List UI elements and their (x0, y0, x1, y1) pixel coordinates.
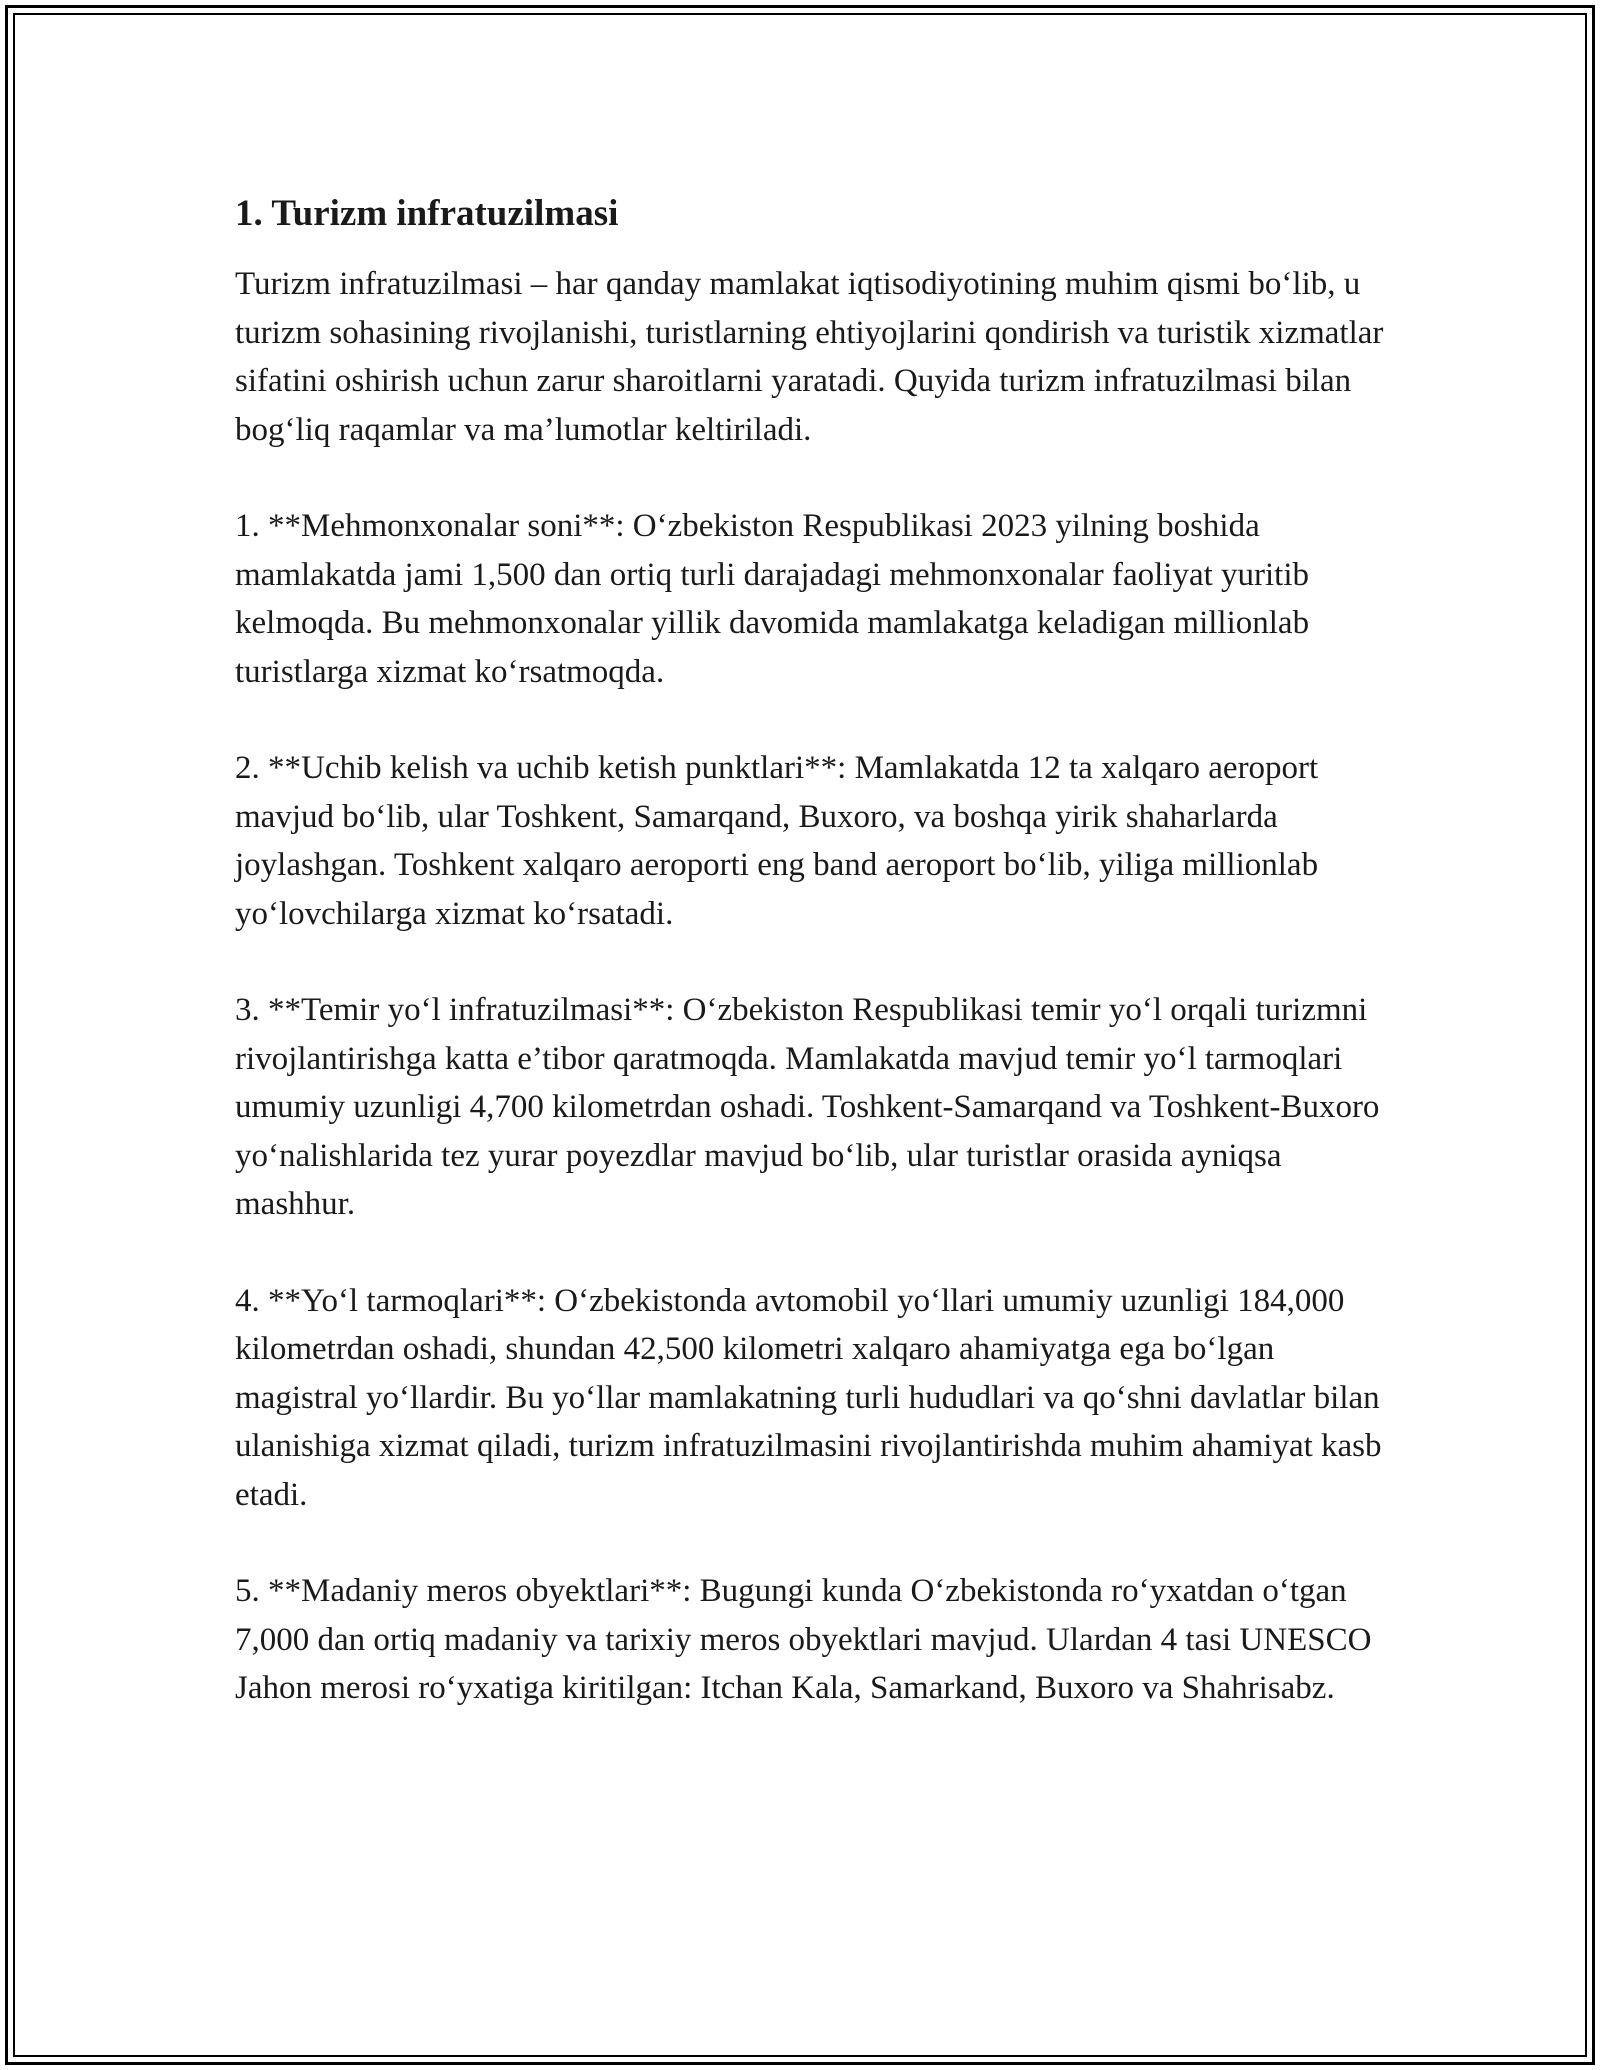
intro-paragraph: Turizm infratuzilmasi – har qanday mamlakat iqtisodiyotining muhim qismi bo‘lib, u turizm sohasining rivojlanishi, turistlarning ehtiyojlarini qondirish va turistik xizmatlar sifatini oshirish uchun zarur sharoitlarni yaratadi. Quyida turizm infratuzilmasi bilan bog‘liq raqamlar va ma’lumotlar keltiriladi. (235, 266, 1384, 448)
document-body (235, 190, 1385, 1761)
list-item-roads: 4. **Yo‘l tarmoqlari**: O‘zbekistonda avtomobil yo‘llari umumiy uzunligi 184,000 kilometrdan oshadi, shundan 42,500 kilometri xalqaro ahamiyatga ega bo‘lgan magistral yo‘llardir. Bu yo‘llar mamlakatning turli hududlari va qo‘shni davlatlar bilan ulanishiga xizmat qiladi, turizm infratuzilmasini rivojlantirishda muhim ahamiyat kasb etadi. (235, 1282, 1382, 1513)
section-heading: 1. Turizm infratuzilmasi (235, 193, 619, 234)
list-item-railway: 3. **Temir yo‘l infratuzilmasi**: O‘zbekiston Respublikasi temir yo‘l orqali turizmni rivojlantirishga katta e’tibor qaratmoqda. Mamlakatda mavjud temir yo‘l tarmoqlari umumiy uzunligi 4,700 kilometrdan oshadi. Toshkent-Samarqand va Toshkent-Buxoro yo‘nalishlarida tez yurar poyezdlar mavjud bo‘lib, ular turistlar orasida ayniqsa mashhur. (235, 992, 1380, 1222)
list-item-heritage: 5. **Madaniy meros obyektlari**: Bugungi kunda O‘zbekistonda ro‘yxatdan o‘tgan 7,000 dan ortiq madaniy va tarixiy meros obyektlari mavjud. Ulardan 4 tasi UNESCO Jahon merosi ro‘yxatiga kiritilgan: Itchan Kala, Samarkand, Buxoro va Shahrisabz. (235, 1573, 1372, 1706)
list-item-airports: 2. **Uchib kelish va uchib ketish punktlari**: Mamlakatda 12 ta xalqaro aeroport mavjud bo‘lib, ular Toshkent, Samarqand, Buxoro, va boshqa yirik shaharlarda joylashgan. Toshkent xalqaro aeroporti eng band aeroport bo‘lib, yiliga millionlab yo‘lovchilarga xizmat ko‘rsatadi. (235, 750, 1319, 932)
list-item-hotels: 1. **Mehmonxonalar soni**: O‘zbekiston Respublikasi 2023 yilning boshida mamlakatda jami 1,500 dan ortiq turli darajadagi mehmonxonalar faoliyat yuritib kelmoqda. Bu mehmonxonalar yillik davomida mamlakatga keladigan millionlab turistlarga xizmat ko‘rsatmoqda. (235, 508, 1310, 690)
